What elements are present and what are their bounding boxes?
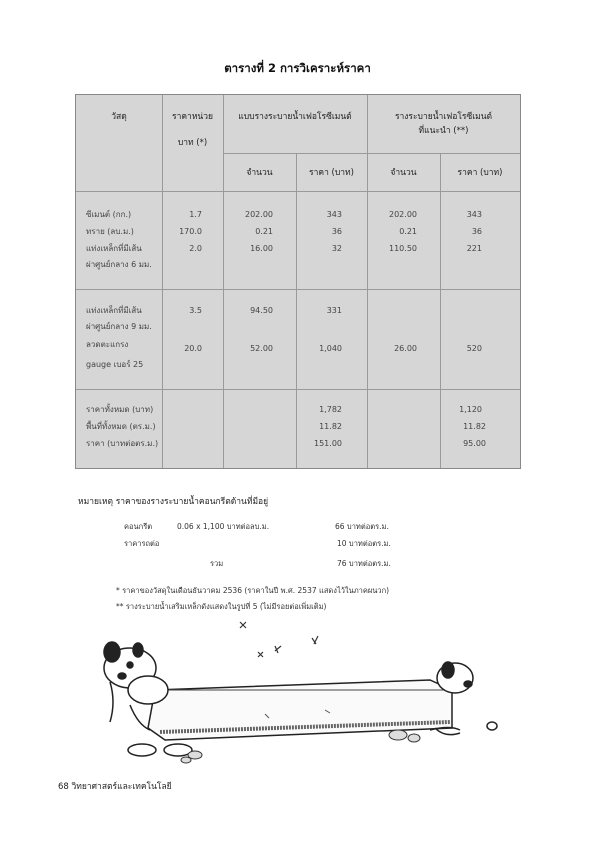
row-qty-a: 94.50	[250, 306, 273, 315]
row-price-b: 221	[466, 244, 482, 253]
row-qty-b: 110.50	[389, 244, 417, 253]
row-material: แท่งเหล็กที่มีเส้น	[86, 306, 142, 315]
header-material: วัสดุ	[111, 112, 127, 122]
header-recommended-design-note: ที่แนะนำ (**)	[418, 126, 469, 136]
header-price-b: ราคา (บาท)	[457, 168, 503, 178]
row-qty-a: 0.21	[255, 227, 273, 236]
cost-per-area-a: 151.00	[314, 439, 342, 448]
note-concrete-label: คอนกรีต	[124, 522, 153, 531]
row-material-line2: ผ่าศูนย์กลาง 6 มม.	[86, 260, 152, 269]
row-price-a: 331	[326, 306, 342, 315]
footnote-2: ** รางระบายน้ำเสริมเหล็กดังแสดงในรูปที่ 5 (ไม่มีรอยต่อเพิ่มเติม)	[116, 602, 327, 611]
row-qty-a: 16.00	[250, 244, 273, 253]
bug-icon	[240, 622, 318, 657]
total-area-b: 11.82	[463, 422, 486, 431]
cost-per-area-label: ราคา (บาทต่อตร.ม.)	[86, 439, 159, 448]
row-price-a: 343	[326, 210, 342, 219]
price-analysis-table	[75, 94, 521, 469]
gutter-drawing	[148, 680, 452, 740]
dog-cartoon-illustration	[100, 610, 500, 785]
row-unit-price: 2.0	[189, 244, 202, 253]
row-material-line2: ผ่าศูนย์กลาง 9 มม.	[86, 322, 152, 331]
footnote-1: * ราคาของวัสดุในเดือนธันวาคม 2536 (ราคาในปี พ.ศ. 2537 แสดงไว้ในภาคผนวก)	[116, 586, 390, 595]
row-material-line2: gauge เบอร์ 25	[86, 360, 144, 369]
row-qty-a: 202.00	[245, 210, 273, 219]
row-unit-price: 3.5	[189, 306, 202, 315]
header-ferrocement-design: แบบรางระบายน้ำเฟอโรซีเมนต์	[238, 112, 352, 122]
row-unit-price: 170.0	[179, 227, 202, 236]
header-quantity-a: จำนวน	[246, 168, 273, 178]
column-divider	[367, 95, 368, 468]
row-divider	[76, 389, 520, 390]
row-qty-b: 26.00	[394, 344, 417, 353]
row-material: แท่งเหล็กที่มีเส้น	[86, 244, 142, 253]
total-cost-label: ราคาทั้งหมด (บาท)	[86, 405, 154, 414]
row-material: ซีเมนต์ (กก.)	[86, 210, 132, 219]
header-recommended-design: รางระบายน้ำเฟอโรซีเมนต์	[394, 112, 493, 122]
column-divider	[223, 95, 224, 468]
note-total-label: รวม	[210, 559, 224, 568]
row-price-b: 36	[471, 227, 482, 236]
total-cost-a: 1,782	[319, 405, 342, 414]
row-unit-price: 1.7	[189, 210, 202, 219]
header-price-a: ราคา (บาท)	[309, 168, 354, 178]
cost-per-area-b: 95.00	[463, 439, 486, 448]
row-divider	[76, 191, 520, 192]
total-area-a: 11.82	[319, 422, 342, 431]
row-qty-b: 0.21	[399, 227, 417, 236]
row-qty-a: 52.00	[250, 344, 273, 353]
header-unit-price-unit: บาท (*)	[177, 138, 208, 148]
note-transport-value: 10 บาทต่อตร.ม.	[337, 539, 391, 548]
row-price-a: 36	[331, 227, 342, 236]
page-footer: 68 วิทยาศาสตร์และเทคโนโลยี	[58, 782, 172, 792]
note-heading: หมายเหตุ ราคาของรางระบายน้ำคอนกรีตด้านที่มีอยู่	[78, 497, 269, 507]
row-material: ทราย (ลบ.ม.)	[86, 227, 134, 236]
row-divider	[76, 289, 520, 290]
row-material: ลวดตะแกรง	[86, 340, 129, 349]
row-price-a: 1,040	[319, 344, 342, 353]
column-divider	[162, 95, 163, 468]
total-area-label: พื้นที่ทั้งหมด (ตร.ม.)	[86, 422, 156, 431]
row-divider	[223, 153, 520, 154]
note-concrete-value: 66 บาทต่อตร.ม.	[335, 522, 389, 531]
note-concrete-calc: 0.06 x 1,100 บาทต่อลบ.ม.	[177, 522, 270, 531]
row-qty-b: 202.00	[389, 210, 417, 219]
note-total-value: 76 บาทต่อตร.ม.	[337, 559, 391, 568]
header-unit-price: ราคาหน่วย	[172, 112, 213, 122]
page-title: ตารางที่ 2 การวิเคราะห์ราคา	[224, 61, 371, 75]
row-price-b: 343	[466, 210, 482, 219]
row-price-b: 520	[466, 344, 482, 353]
row-price-a: 32	[331, 244, 342, 253]
row-unit-price: 20.0	[184, 344, 202, 353]
header-quantity-b: จำนวน	[390, 168, 417, 178]
note-transport-label: ราคารถต่อ	[124, 539, 160, 548]
total-cost-b: 1,120	[459, 405, 482, 414]
